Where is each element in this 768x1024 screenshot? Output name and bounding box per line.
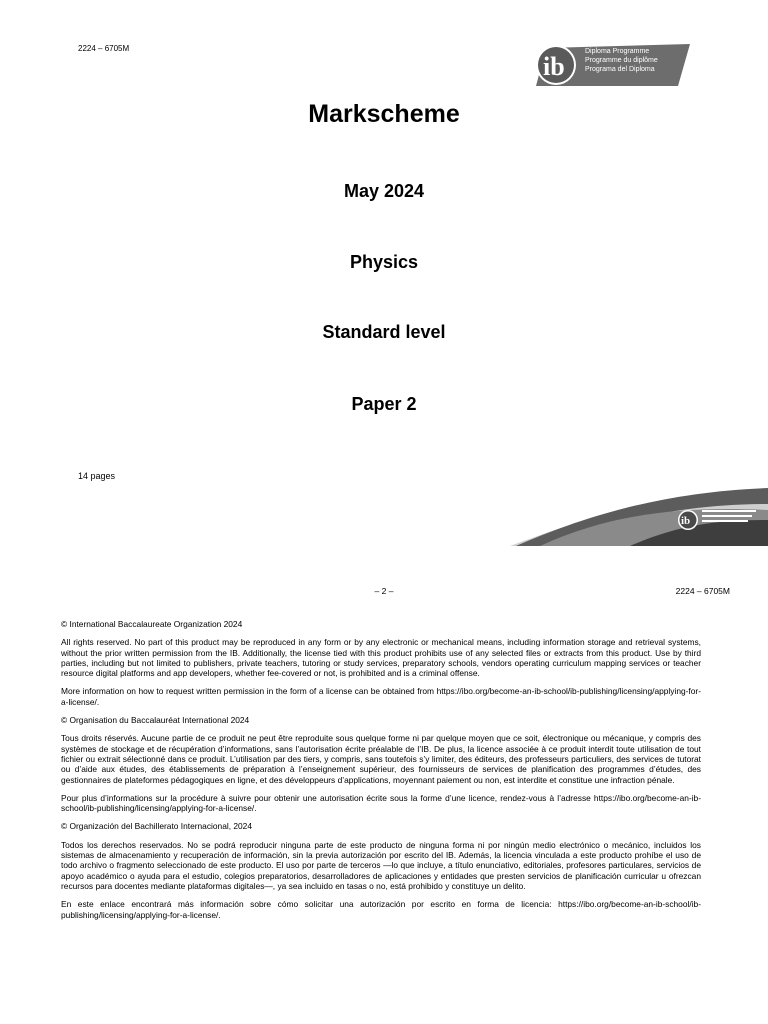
- programme-name-es: Programa del Diploma: [585, 66, 655, 73]
- paper: Paper 2: [351, 394, 417, 414]
- page-number: – 2 –: [374, 586, 394, 596]
- copyright-page: [0, 558, 768, 1024]
- document-code: 2224 – 6705M: [675, 586, 730, 596]
- document-title: Markscheme: [308, 100, 460, 128]
- page-count: 14 pages: [78, 471, 116, 481]
- page-separator: [0, 546, 768, 558]
- copyright-es-body: Todos los derechos reservados. No se podrá reproducir ninguna parte de este producto de ninguna forma ni por ningún medio electrónico o mecánico, incluidos los sistemas de almacenamiento y recuperación de información, sin la previa autorización por escrito del IB. Además, la licencia vinculada a este producto prohíbe el uso de todo archivo o fragmento seleccionado de este producto. El uso por parte de terceros —lo que incluye, a título enunciativo, editoriales, profesores particulares, servicios de apoyo académico o ayuda para el estudio, colegios preparatorios, desarrolladores de aplicaciones y entidades que presten servicios de planificación curricular u ofrezcan recursos para docentes mediante plataformas digitales—, ya sea incluido en tasas o no, está prohibido y constituye un delito.: [61, 839, 701, 891]
- subject: Physics: [349, 252, 419, 272]
- ib-mark: ib: [543, 52, 565, 81]
- exam-session: May 2024: [343, 181, 425, 201]
- copyright-fr-body: Tous droits réservés. Aucune partie de ce produit ne peut être reproduite sous quelque forme ni par quelque moyen que ce soit, électronique ou mécanique, y compris des systèmes de stockage et de récupération d’informations, sans l’autorisation écrite préalable de l’IB. De plus, la licence associée à ce produit interdit toute utilisation de tout fichier ou extrait sélectionné dans ce produit. L’utilisation par des tiers, y compris, sans toutefois s’y limiter, des éditeurs, des professeurs particuliers, des services de tutorat ou d’aide aux études, des établissements de préparation à l’enseignement supérieur, des fournisseurs de services de planification des programmes d’études, des gestionnaires de plateformes pédagogiques en ligne, et des développeurs d’applications, moyennant paiement ou non, est interdite et constitue une infraction pénale.: [61, 733, 701, 785]
- programme-name-en: Diploma Programme: [585, 48, 650, 55]
- level: Standard level: [322, 322, 446, 342]
- footer-ib-mark: ib: [681, 515, 691, 527]
- programme-name-fr: Programme du diplôme: [585, 57, 658, 64]
- programme-names: [585, 47, 658, 74]
- copyright-en-license: More information on how to request written permission in the form of a license can be obtained from https://ibo.org/become-an-ib-school/ib-publishing/licensing/applying-for-a-license/.: [61, 686, 701, 707]
- copyright-en-body: All rights reserved. No part of this product may be reproduced in any form or by any electronic or mechanical means, including information storage and retrieval systems, without the prior written permission from the IB. Additionally, the license tied with this product prohibits use of any selected files or extracts from this product. Use by third parties, including but not limited to publishers, private teachers, tutoring or study services, preparatory schools, vendors operating curriculum mapping services or teacher resource digital platforms and app developers, whether fee-covered or not, is prohibited and is a criminal offense.: [61, 637, 701, 679]
- copyright-text: [61, 619, 701, 928]
- ib-footer-swoosh: [510, 484, 768, 546]
- copyright-es-license: En este enlace encontrará más información sobre cómo solicitar una autorización por escrito en forma de licencia: https://ibo.org/become-an-ib-school/ib-publishing/licensing/applying-for-a-license/.: [61, 899, 701, 920]
- document-code: 2224 – 6705M: [78, 44, 130, 53]
- copyright-es-heading: © Organización del Bachillerato Internacional, 2024: [61, 821, 253, 832]
- copyright-fr-license: Pour plus d’informations sur la procédure à suivre pour obtenir une autorisation écrite sous la forme d’une licence, rendez-vous à l’adresse https://ibo.org/become-an-ib-school/ib-publishing/licensing/applying-for-a-license/.: [61, 792, 701, 814]
- copyright-fr-heading: © Organisation du Baccalauréat International 2024: [61, 715, 250, 726]
- copyright-en-heading: © International Baccalaureate Organization 2024: [61, 619, 243, 629]
